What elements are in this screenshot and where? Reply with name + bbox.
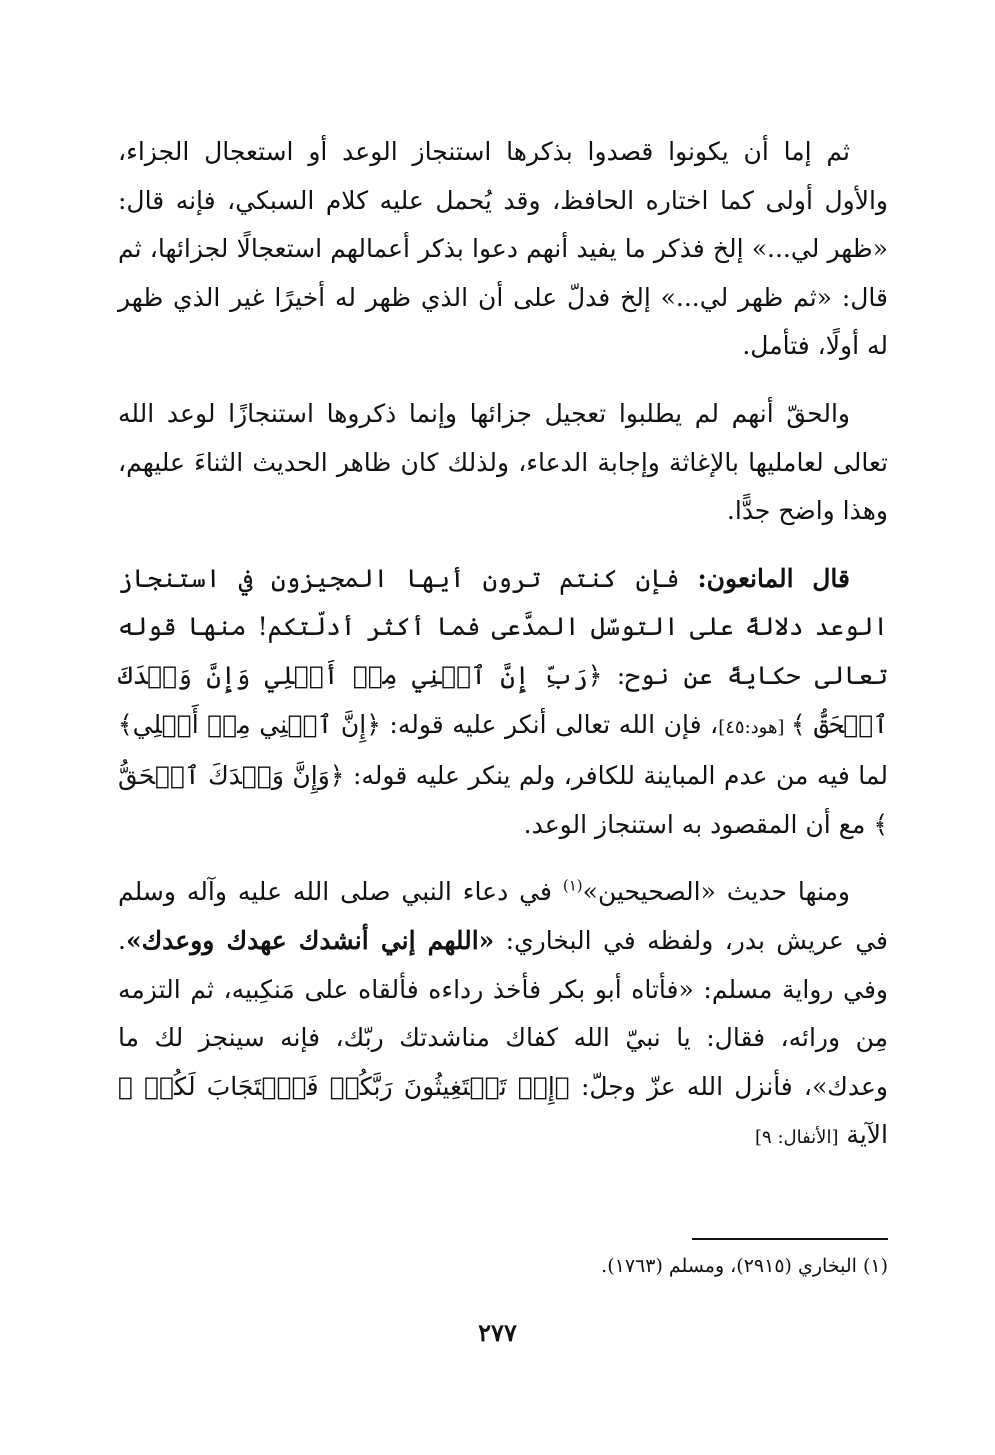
paragraph-3-text-1: فإن كنتم ترون أيها المجيزون في استنجاز الوعد دلالةً على التوسّل المدَّعى فما أكثر أدلّتكم! منها قوله تعالى حكايةً عن نوح: [118,563,889,690]
quran-verse-4: ﴿إِذۡ تَسۡتَغِيثُونَ رَبَّكُمۡ فَٱسۡتَجَابَ لَكُمۡ ﴾ [118,1071,570,1101]
footnote: (١) البخاري (٢٩١٥)، ومسلم (١٧٦٣). [601,1255,888,1277]
paragraph-3-text-3: لما فيه من عدم المباينة للكافر، ولم ينكر عليه قوله: [344,761,888,791]
paragraph-2 [118,390,888,536]
page-number: ٢٧٧ [478,1318,517,1347]
paragraph-4-text-4: الآية [838,1120,888,1150]
footnote-marker[interactable]: (١) [562,876,583,895]
main-text [118,128,888,1182]
paragraph-2-text: والحقّ أنهم لم يطلبوا تعجيل جزائها وإنما ذكروها استنجازًا لوعد الله تعالى لعامليها بالإغاثة وإجابة الدعاء، ولذلك كان ظاهر الحديث الثناءَ عليهم، وهذا واضح جدًّا. [118,398,888,526]
verse-reference-hud: [هود:٤٥] [718,716,791,738]
paragraph-4-text-3: . وفي رواية مسلم: «فأتاه أبو بكر فأخذ رداءه فألقاه على مَنكِبيه، ثم التزمه مِن ورائه، فقال: يا نبيّ الله كفاك مناشدتك ربّك، فإنه سينجز لك ما وعدك»، فأنزل الله عزّ وجلّ: [118,925,889,1101]
quran-verse-3: ﴿وَإِنَّ وَعۡدَكَ ٱلۡحَقُّ ﴾ [118,761,888,839]
paragraph-4-text-1: ومنها حديث «الصحيحين» [582,877,850,907]
paragraph-3 [118,555,888,850]
paragraph-3-text-4: مع أن المقصود به استنجاز الوعد. [523,809,874,839]
paragraph-3-text-2: ، فإن الله تعالى أنكر عليه قوله: [380,709,719,739]
paragraph-4-text-2: في دعاء النبي صلى الله عليه وآله وسلم في عريش بدر، ولفظه في البخاري: [118,877,888,955]
paragraph-4 [118,868,888,1163]
footnote-divider [692,1238,888,1240]
paragraph-1-text: ثم إما أن يكونوا قصدوا بذكرها استنجاز الوعد أو استعجال الجزاء، والأول أولى كما اختاره الحافظ، وقد يُحمل عليه كلام السبكي، فإنه قال: «ظهر لي...» إلخ فذكر ما يفيد أنهم دعوا بذكر أعمالهم استعجالًا لجزائها، ثم قال: «ثم ظهر لي...» إلخ فدلّ على أن الذي ظهر له أخيرًا غير الذي ظهر له أولًا، فتأمل. [118,137,888,361]
quran-verse-2: ﴿إِنَّ ٱبۡنِي مِنۡ أَهۡلِي﴾ [118,709,381,739]
hadith-quote: «اللهم إني أنشدك عهدك ووعدك» [125,925,495,955]
paragraph-1 [118,128,888,371]
verse-reference-anfal: [الأنفال: ٩] [755,1127,839,1149]
quran-verse-1: ﴿رَبِّ إِنَّ ٱبۡنِي مِنۡ أَهۡلِي وَإِنَّ وَعۡدَكَ ٱلۡحَقُّ ﴾ [118,660,888,739]
paragraph-3-lead: قال المانعون: [697,563,851,593]
